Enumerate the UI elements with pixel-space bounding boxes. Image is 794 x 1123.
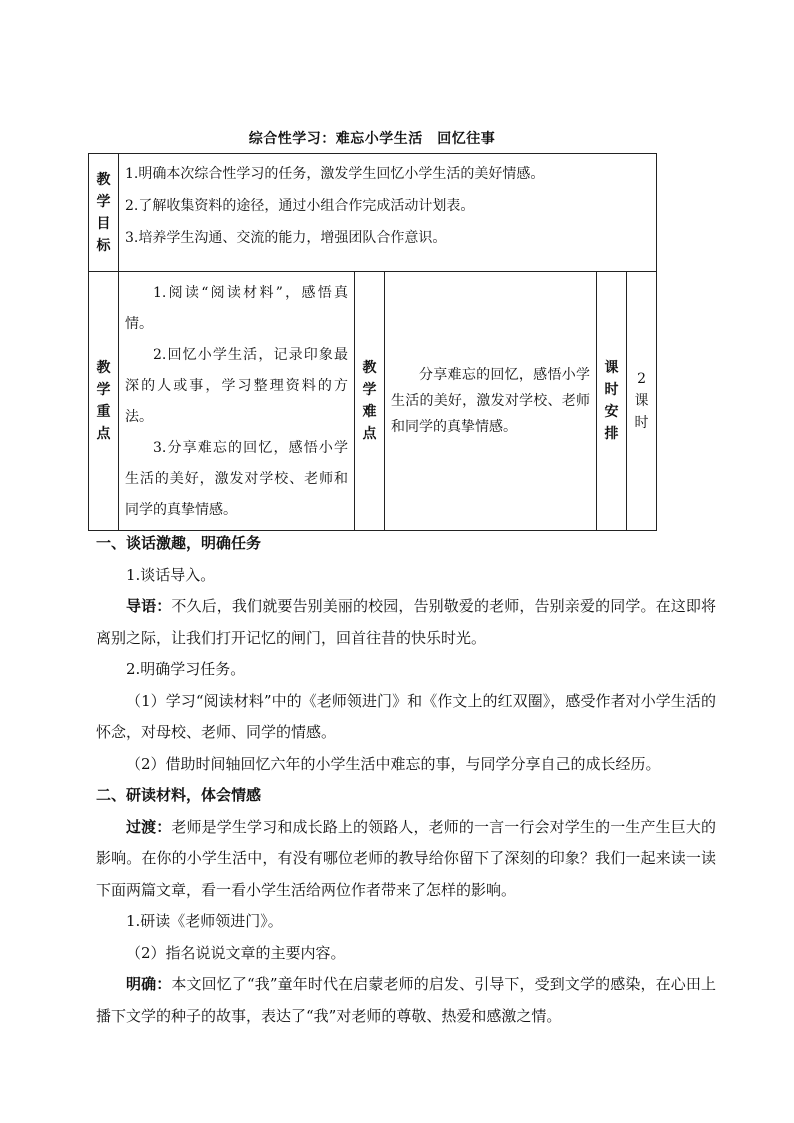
goal-item: 2.了解收集资料的途径，通过小组合作完成活动计划表。 — [125, 198, 475, 214]
key-points-content — [119, 272, 355, 531]
paragraph: 2.明确学习任务。 — [126, 660, 246, 678]
page-title: 综合性学习：难忘小学生活 回忆往事 — [248, 131, 496, 147]
difficulty-label: 教 学 难 点 — [355, 272, 385, 531]
goal-item: 3.培养学生沟通、交流的能力，增强团队合作意识。 — [125, 230, 447, 246]
lesson-plan-table — [88, 153, 657, 531]
transition-label: 过渡： — [126, 817, 172, 836]
paragraph: （2）借助时间轴回忆六年的小学生活中难忘的事，与同学分享自己的成长经历。 — [126, 754, 661, 773]
key-points-row — [89, 272, 657, 531]
lead-label: 导语： — [126, 597, 172, 615]
transition-paragraph: 过渡：老师是学生学习和成长路上的领路人，老师的一言一行会对学生的一生产生巨大的影响。在你的小学生活中，有没有哪位老师的教导给你留下了深刻的印象？我们一起来读一读下面两篇文章，看一看小学生活给两位作者带来了怎样的影响。 — [96, 817, 716, 899]
paragraph: 1.谈话导入。 — [126, 565, 216, 584]
schedule-value: 2 课 时 — [627, 272, 657, 531]
section-heading: 一、谈话激趣，明确任务 — [96, 534, 262, 552]
key-points-label: 教 学 重 点 — [89, 272, 119, 531]
key-point-item: 3.分享难忘的回忆，感悟小学生活的美好，激发对学校、老师和同学的真挚情感。 — [125, 440, 348, 518]
paragraph: （2）指名说说文章的主要内容。 — [126, 943, 346, 962]
lead-paragraph: 导语：不久后，我们就要告别美丽的校园，告别敬爱的老师，告别亲爱的同学。在这即将离别之际，让我们打开记忆的闸门，回首往昔的快乐时光。 — [96, 597, 716, 647]
paragraph: 1.研读《老师领进门》。 — [126, 912, 283, 930]
clarify-label: 明确： — [126, 975, 172, 993]
goals-label: 教 学 目 标 — [89, 154, 119, 272]
paragraph: （1）学习“阅读材料”中的《老师领进门》和《作文上的红双圈》，感受作者对小学生活的怀念，对母校、老师、同学的情感。 — [96, 691, 716, 741]
schedule-label: 课 时 安 排 — [597, 272, 627, 531]
key-point-item: 1.阅读“阅读材料”，感悟真情。 — [125, 285, 348, 332]
key-point-item: 2.回忆小学生活，记录印象最深的人或事，学习整理资料的方法。 — [125, 347, 348, 425]
section-heading: 二、研读材料，体会情感 — [96, 786, 262, 804]
difficulty-content: 分享难忘的回忆，感悟小学生活的美好，激发对学校、老师和同学的真挚情感。 — [385, 272, 597, 531]
clarify-paragraph: 明确：本文回忆了“我”童年时代在启蒙老师的启发、引导下，受到文学的感染，在心田上播下文学的种子的故事，表达了“我”对老师的尊敬、热爱和感激之情。 — [96, 975, 716, 1025]
goals-content — [119, 154, 657, 272]
lesson-body — [96, 528, 716, 1032]
goals-row — [89, 154, 657, 272]
goal-item: 1.明确本次综合性学习的任务，激发学生回忆小学生活的美好情感。 — [125, 166, 545, 182]
